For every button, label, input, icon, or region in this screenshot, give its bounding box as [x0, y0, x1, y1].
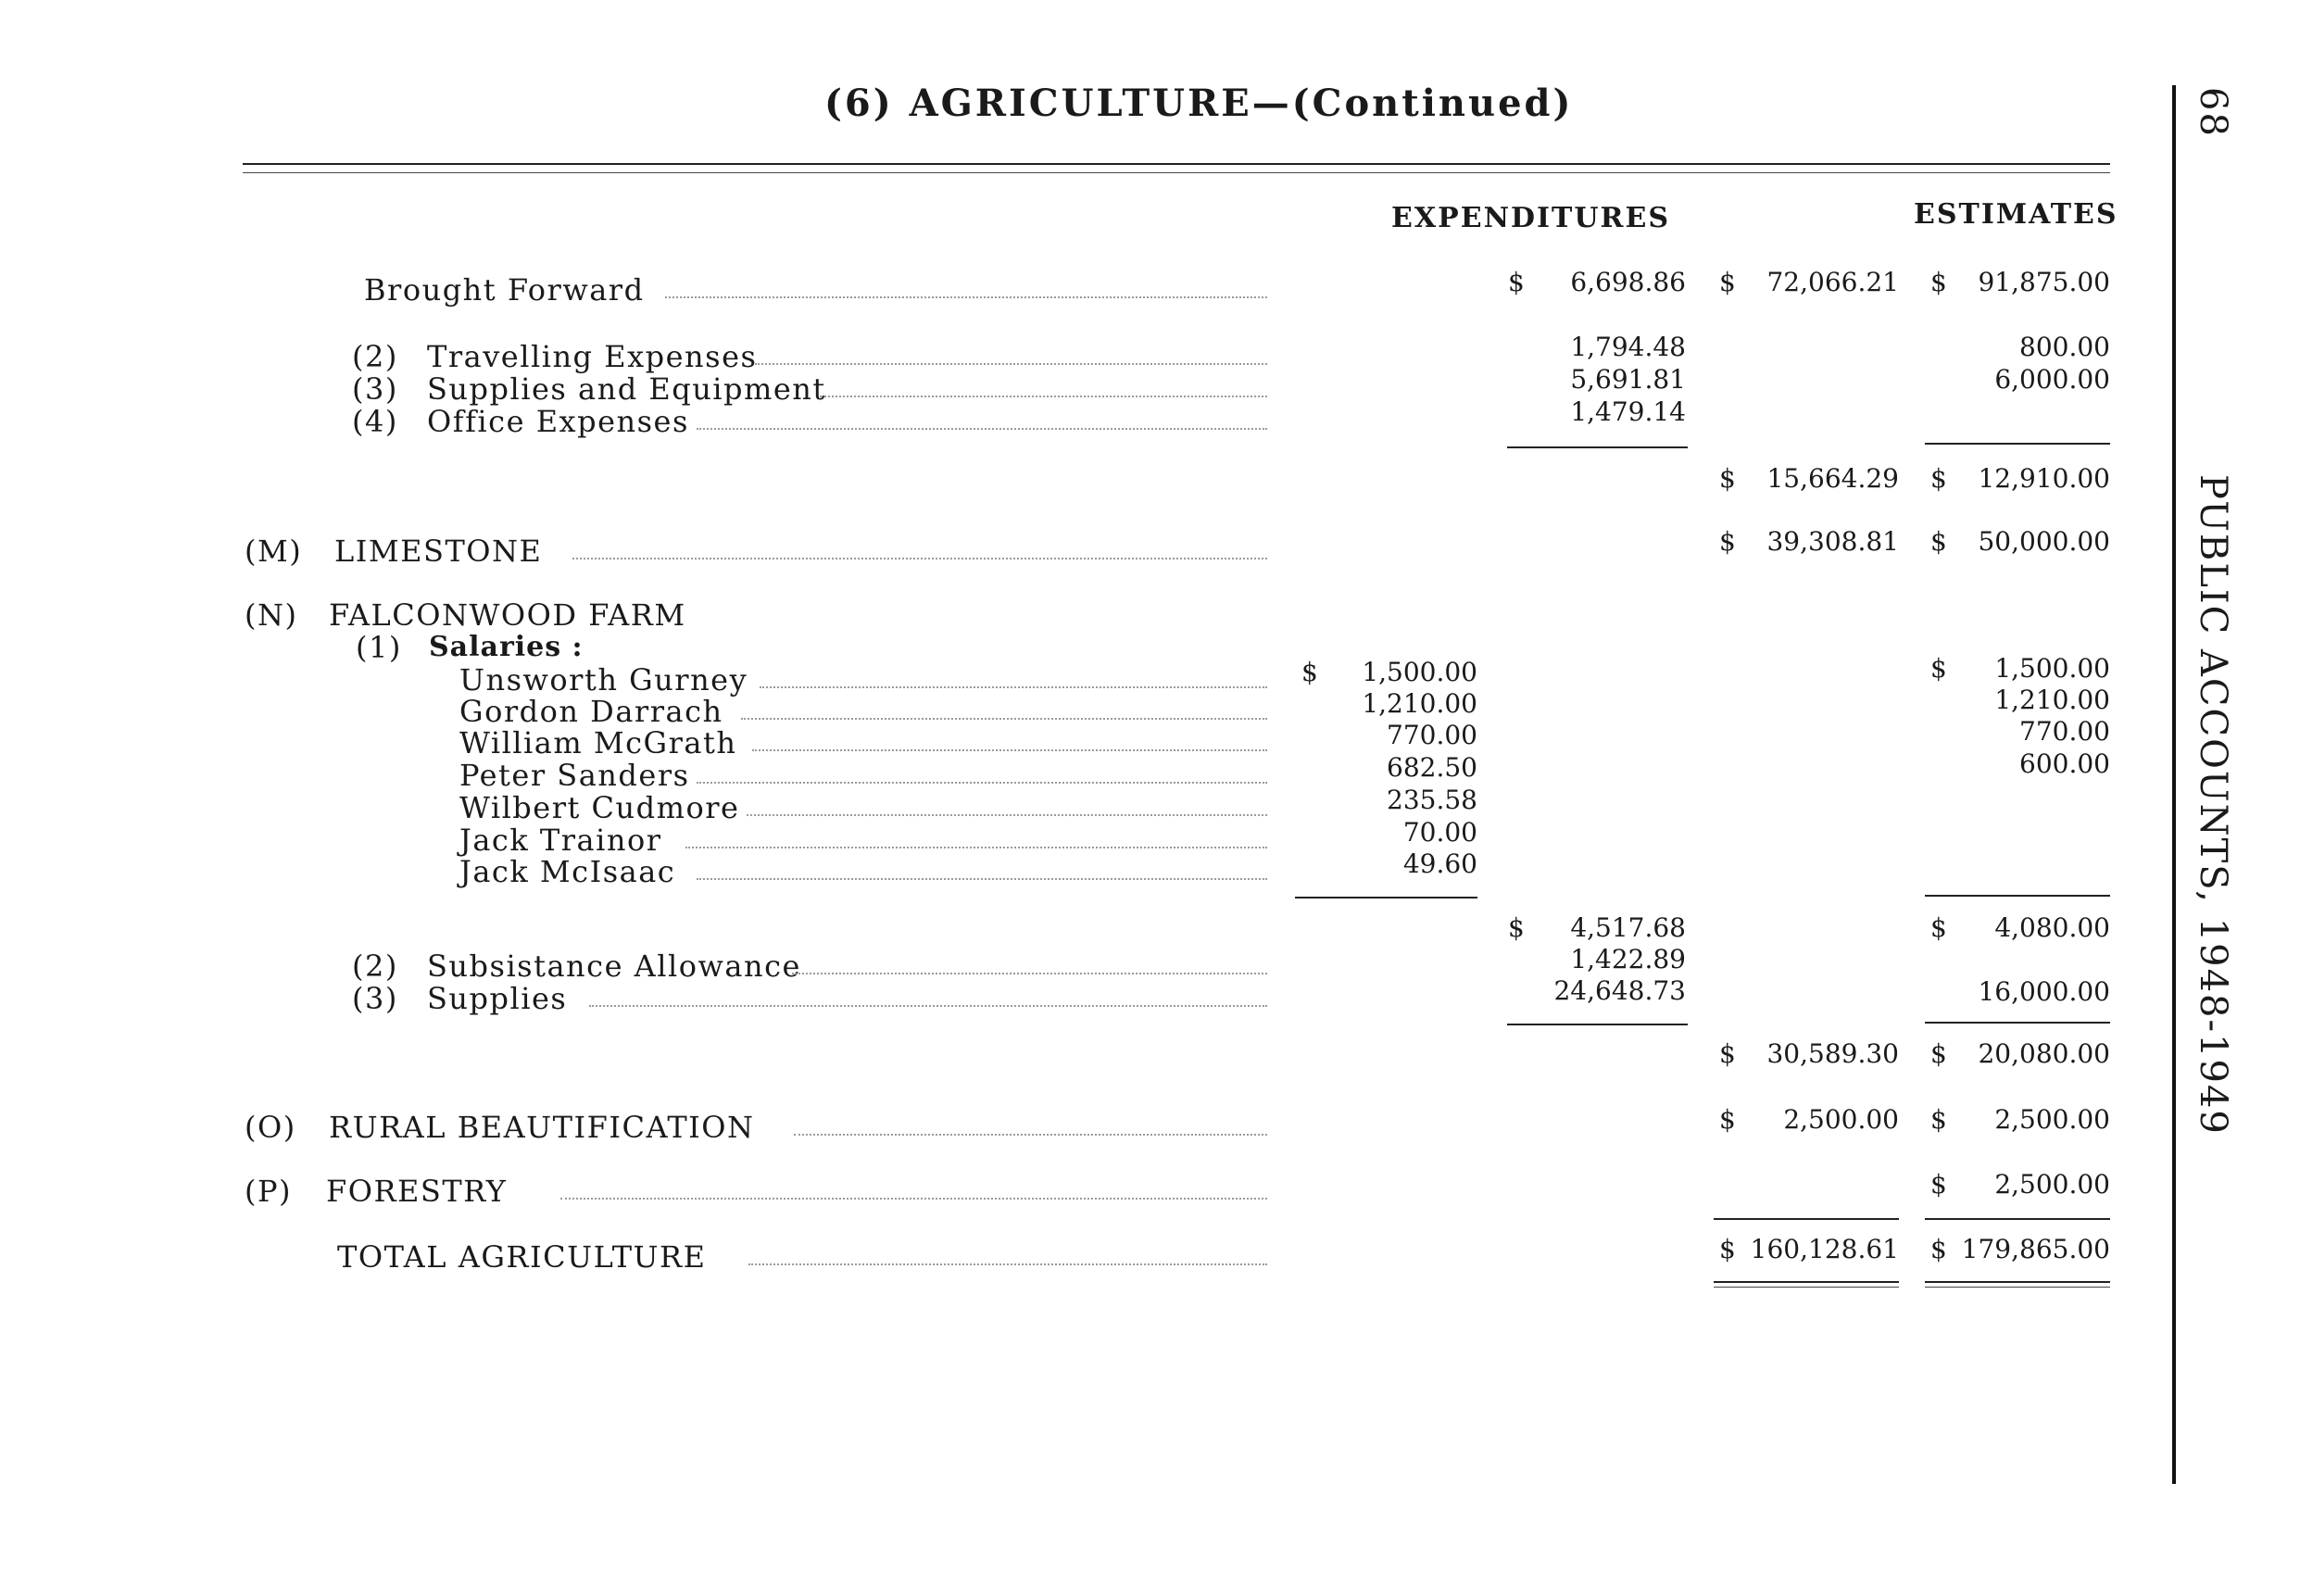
dollar-sign: $: [1930, 463, 1947, 494]
l-total-exp3: 15,664.29: [1766, 463, 1899, 494]
limestone-label: LIMESTONE: [334, 534, 543, 569]
item-est: 16,000.00: [1978, 976, 2110, 1007]
dollar-sign: $: [1719, 463, 1736, 494]
item-label: Office Expenses: [427, 404, 689, 439]
salaries-heading: Salaries :: [429, 631, 584, 663]
subtotal-rule: [1925, 443, 2110, 445]
leader-dots: [747, 814, 1267, 816]
falconwood-total-est: 20,080.00: [1978, 1038, 2110, 1069]
leader-dots: [697, 428, 1267, 430]
leader-dots: [794, 1134, 1267, 1136]
item-exp2: 1,422.89: [1570, 944, 1686, 974]
double-rule: [1925, 1281, 2110, 1283]
dollar-sign: $: [1508, 912, 1525, 943]
forestry-est: 2,500.00: [1994, 1169, 2110, 1200]
leader-dots: [741, 718, 1267, 720]
dollar-sign: $: [1930, 1169, 1947, 1200]
item-exp2: 5,691.81: [1570, 364, 1686, 395]
staff-est: 1,210.00: [1994, 685, 2110, 715]
item-label: Travelling Expenses: [427, 339, 758, 374]
rural-est: 2,500.00: [1994, 1104, 2110, 1135]
double-rule: [1714, 1287, 1899, 1288]
item-label: Subsistance Allowance: [427, 949, 801, 984]
item-exp2: 1,479.14: [1570, 396, 1686, 427]
item-label: Supplies: [427, 981, 568, 1016]
staff-exp1: 1,500.00: [1362, 657, 1477, 687]
staff-est: 600.00: [2019, 748, 2110, 779]
item-number: (1): [356, 630, 402, 665]
brought-forward-exp2: 6,698.86: [1570, 267, 1686, 297]
staff-name: Wilbert Cudmore: [459, 790, 740, 825]
staff-exp1: 770.00: [1387, 720, 1477, 750]
item-number: (2): [352, 339, 398, 374]
page-title: (6) AGRICULTURE—(Continued): [824, 82, 1574, 125]
rural-label: RURAL BEAUTIFICATION: [329, 1110, 755, 1145]
section-code: (N): [245, 597, 298, 633]
dollar-sign: $: [1930, 653, 1947, 684]
page-number: 68: [2192, 87, 2234, 138]
dollar-sign: $: [1930, 1104, 1947, 1135]
leader-dots: [572, 558, 1267, 559]
dollar-sign: $: [1719, 1038, 1736, 1069]
item-est: 800.00: [2019, 332, 2110, 362]
item-exp2: 1,794.48: [1570, 332, 1686, 362]
item-number: (3): [352, 981, 398, 1016]
leader-dots: [589, 1005, 1267, 1007]
leader-dots: [560, 1198, 1267, 1200]
running-title: PUBLIC ACCOUNTS, 1948-1949: [2192, 474, 2234, 1136]
dollar-sign: $: [1930, 1038, 1947, 1069]
dollar-sign: $: [1301, 657, 1318, 687]
grand-total-est: 179,865.00: [1961, 1234, 2110, 1264]
dollar-sign: $: [1930, 912, 1947, 943]
subtotal-rule: [1925, 1022, 2110, 1024]
item-number: (2): [352, 949, 398, 984]
leader-dots: [760, 686, 1267, 688]
brought-forward-est: 91,875.00: [1978, 267, 2110, 297]
subtotal-rule: [1295, 897, 1477, 899]
section-code: (O): [245, 1110, 296, 1145]
staff-name: Jack McIsaac: [459, 854, 676, 889]
header-rule-top: [243, 163, 2110, 165]
subtotal-rule: [1507, 446, 1688, 448]
column-heading-expenditures: EXPENDITURES: [1391, 202, 1670, 234]
double-rule: [1714, 1281, 1899, 1283]
staff-name: William McGrath: [459, 725, 737, 760]
staff-exp1: 682.50: [1387, 752, 1477, 783]
dollar-sign: $: [1719, 1104, 1736, 1135]
brought-forward-exp3: 72,066.21: [1766, 267, 1899, 297]
leader-dots: [752, 749, 1267, 751]
falconwood-label: FALCONWOOD FARM: [329, 597, 686, 633]
header-rule-bottom: [243, 172, 2110, 173]
subtotal-rule: [1925, 895, 2110, 897]
total-rule: [1925, 1218, 2110, 1220]
staff-name: Jack Trainor: [459, 823, 662, 858]
staff-est: 1,500.00: [1994, 653, 2110, 684]
staff-name: Peter Sanders: [459, 758, 690, 793]
item-est: 6,000.00: [1994, 364, 2110, 395]
staff-exp1: 70.00: [1402, 817, 1477, 848]
staff-name: Unsworth Gurney: [459, 662, 748, 697]
l-total-est: 12,910.00: [1978, 463, 2110, 494]
grand-total-exp3: 160,128.61: [1750, 1234, 1899, 1264]
leader-dots: [697, 878, 1267, 880]
dollar-sign: $: [1930, 267, 1947, 297]
item-number: (4): [352, 404, 398, 439]
section-code: (M): [245, 534, 303, 569]
staff-name: Gordon Darrach: [459, 694, 723, 729]
total-rule: [1714, 1218, 1899, 1220]
grand-total-label: TOTAL AGRICULTURE: [337, 1239, 707, 1275]
salaries-total-exp2: 4,517.68: [1570, 912, 1686, 943]
item-exp2: 24,648.73: [1553, 975, 1686, 1006]
section-code: (P): [245, 1174, 292, 1209]
rural-exp3: 2,500.00: [1783, 1104, 1899, 1135]
leader-dots: [748, 1263, 1267, 1265]
leader-dots: [685, 847, 1267, 848]
staff-exp1: 49.60: [1402, 848, 1477, 879]
item-label: Supplies and Equipment: [427, 371, 826, 407]
leader-dots: [697, 782, 1267, 784]
limestone-exp3: 39,308.81: [1766, 526, 1899, 557]
dollar-sign: $: [1719, 1234, 1736, 1264]
leader-dots: [792, 973, 1267, 974]
double-rule: [1925, 1287, 2110, 1288]
limestone-est: 50,000.00: [1978, 526, 2110, 557]
dollar-sign: $: [1508, 267, 1525, 297]
dollar-sign: $: [1930, 1234, 1947, 1264]
dollar-sign: $: [1719, 267, 1736, 297]
item-number: (3): [352, 371, 398, 407]
staff-est: 770.00: [2019, 716, 2110, 747]
dollar-sign: $: [1719, 526, 1736, 557]
subtotal-rule: [1507, 1024, 1688, 1025]
staff-exp1: 235.58: [1387, 785, 1477, 815]
dollar-sign: $: [1930, 526, 1947, 557]
side-divider: [2172, 85, 2176, 1484]
leader-dots: [665, 296, 1267, 298]
salaries-total-est: 4,080.00: [1994, 912, 2110, 943]
staff-exp1: 1,210.00: [1362, 688, 1477, 719]
forestry-label: FORESTRY: [326, 1174, 508, 1209]
falconwood-total-exp3: 30,589.30: [1766, 1038, 1899, 1069]
leader-dots: [820, 396, 1267, 397]
leader-dots: [755, 363, 1267, 365]
brought-forward-label: Brought Forward: [364, 272, 645, 308]
column-heading-estimates: ESTIMATES: [1914, 198, 2118, 231]
